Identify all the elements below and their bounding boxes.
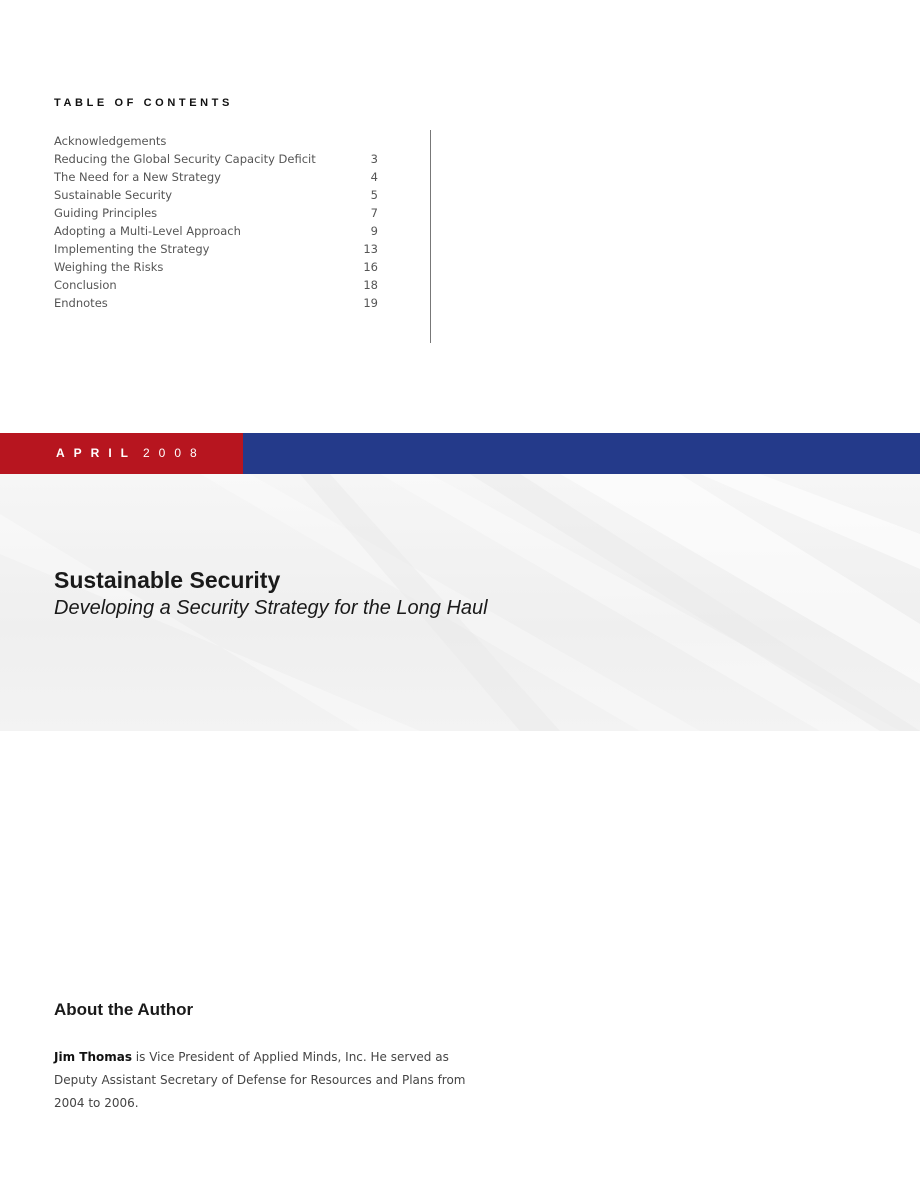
author-bio: [54, 1046, 474, 1115]
toc-item-page: 13: [363, 242, 378, 256]
toc-item[interactable]: [54, 168, 378, 186]
toc-item-page: 7: [370, 206, 378, 220]
band-blue-block: [243, 433, 920, 474]
toc-item-page: 18: [363, 278, 378, 292]
publication-date: [56, 446, 206, 460]
toc-item-label: Acknowledgements: [54, 134, 167, 148]
toc-divider: [430, 130, 431, 343]
toc-item[interactable]: [54, 186, 378, 204]
toc-item-page: 16: [363, 260, 378, 274]
title-panel: [0, 474, 920, 731]
toc-list: [54, 132, 378, 312]
toc-item[interactable]: [54, 204, 378, 222]
toc-item[interactable]: [54, 132, 378, 150]
toc-item-label: Conclusion: [54, 278, 117, 292]
toc-item-label: Guiding Principles: [54, 206, 158, 220]
toc-item-page: 19: [363, 296, 378, 310]
toc-item[interactable]: [54, 240, 378, 258]
toc-item[interactable]: [54, 258, 378, 276]
toc-item[interactable]: [54, 276, 378, 294]
toc-item[interactable]: [54, 222, 378, 240]
toc-item-label: Adopting a Multi-Level Approach: [54, 224, 241, 238]
toc-item-page: 4: [370, 170, 378, 184]
toc-heading: TABLE OF CONTENTS: [54, 97, 233, 109]
toc-item-label: The Need for a New Strategy: [54, 170, 221, 184]
about-heading: About the Author: [54, 1000, 194, 1019]
toc-item[interactable]: [54, 294, 378, 312]
toc-item-label: Implementing the Strategy: [54, 242, 210, 256]
date-band: [0, 433, 920, 474]
toc-item-label: Reducing the Global Security Capacity Deficit: [54, 152, 316, 166]
toc-item[interactable]: [54, 150, 378, 168]
toc-item-label: Sustainable Security: [54, 188, 173, 202]
toc-item-label: Weighing the Risks: [54, 260, 164, 274]
toc-item-label: Endnotes: [54, 296, 108, 310]
report-subtitle: Developing a Security Strategy for the Long Haul: [54, 597, 488, 619]
author-name: Jim Thomas: [54, 1050, 132, 1064]
report-title: Sustainable Security: [54, 567, 281, 593]
author-bio-text: is Vice President of Applied Minds, Inc. He served as Deputy Assistant Secretary of Defense for Resources and Plans from 2004 to 2006.: [54, 1050, 466, 1110]
toc-item-page: 3: [370, 152, 378, 166]
date-month: APRIL: [56, 446, 137, 460]
toc-item-page: 5: [370, 188, 378, 202]
date-year: 2008: [143, 446, 206, 460]
toc-item-page: 9: [370, 224, 378, 238]
